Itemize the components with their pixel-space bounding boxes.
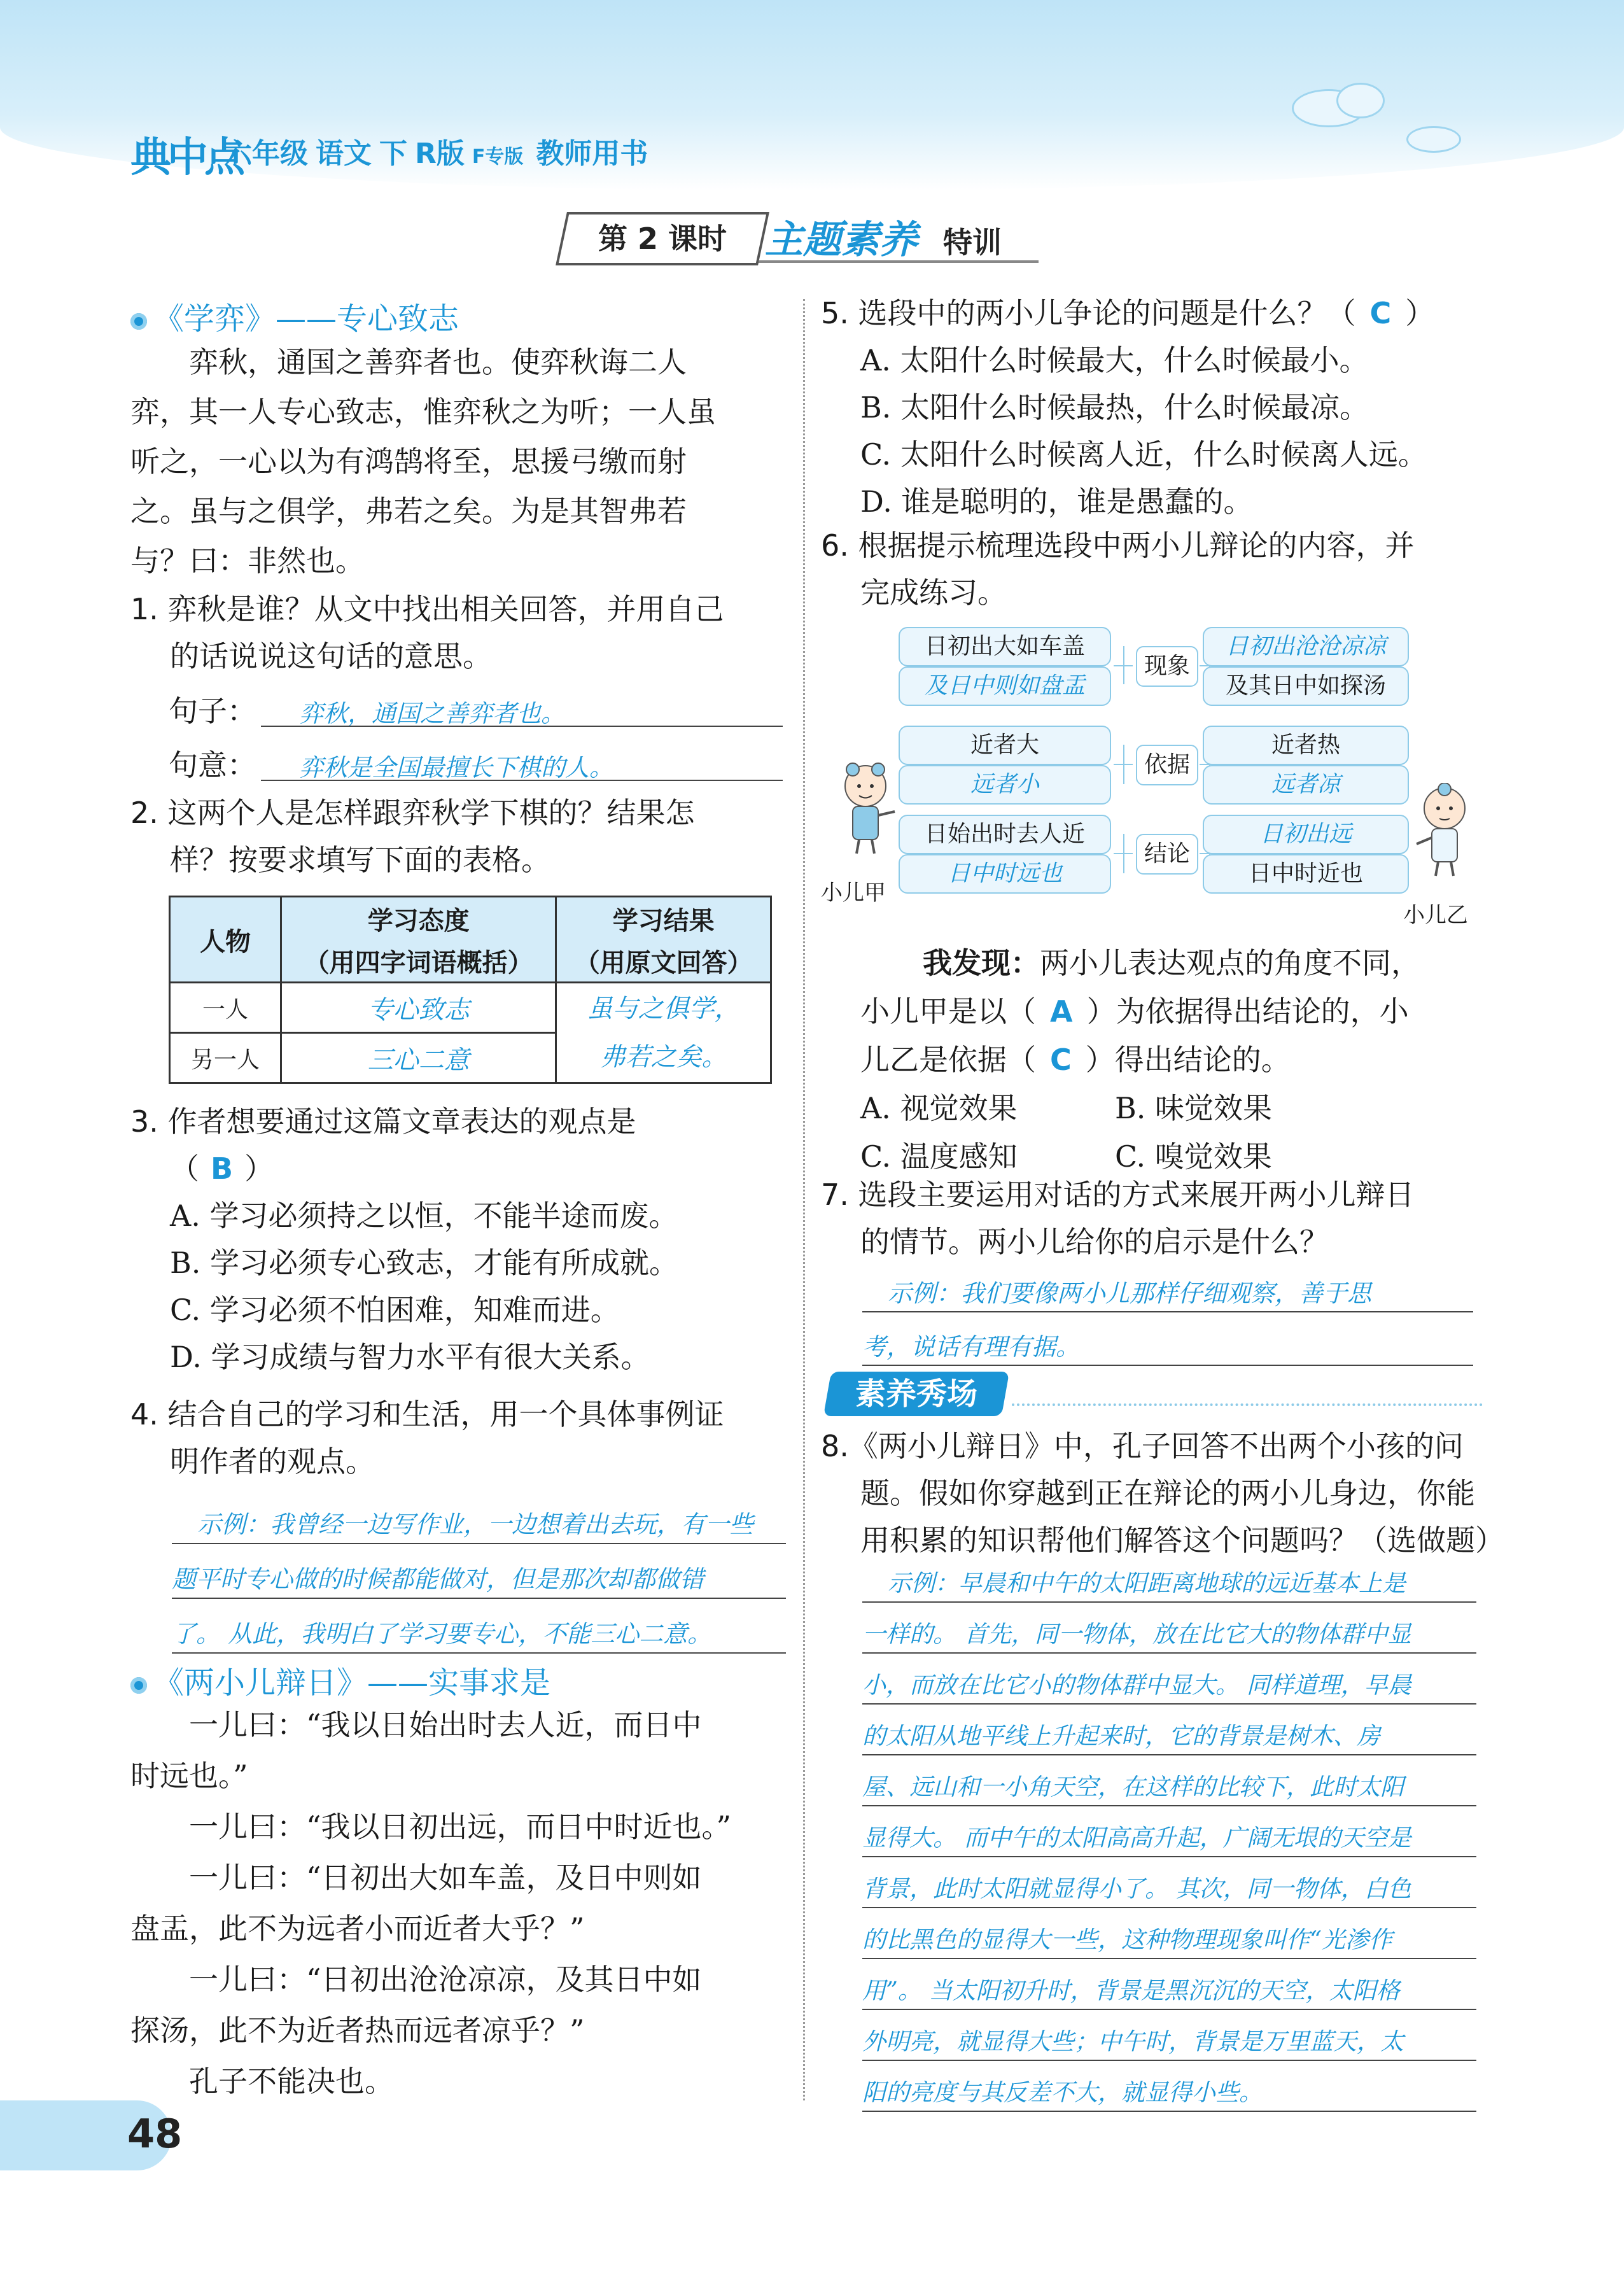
lesson-theme: 主题素养	[765, 218, 918, 262]
q6-answer-b: C	[1050, 1043, 1072, 1077]
cloud-icon	[1406, 126, 1461, 153]
section-title-xueyi: 《学弈》——专心致志	[130, 294, 459, 338]
cell-person: 一人	[170, 983, 281, 1033]
q1-sentence-answer: 弈秋，通国之善弈者也。	[299, 700, 566, 728]
answer-line	[862, 1754, 1476, 1755]
cell-person: 另一人	[170, 1033, 281, 1083]
answer-line	[261, 726, 783, 727]
answer-line	[261, 780, 783, 781]
book-type: 教师用书	[536, 137, 648, 170]
answer-line	[862, 2060, 1476, 2061]
brand-logo: 典中点	[130, 134, 241, 181]
label-conclusion: 结论	[1136, 834, 1198, 875]
q3-answer: B	[211, 1151, 234, 1186]
lesson-title	[561, 207, 1051, 264]
header-attitude-note: （用四字词语概括）	[281, 939, 556, 983]
q1-sentence-label: 句子：	[169, 694, 256, 728]
q1-meaning-label: 句意：	[169, 748, 256, 782]
boy-illustration	[834, 761, 897, 856]
answer-line	[862, 1856, 1476, 1857]
question-2: 2. 这两个人是怎样跟弈秋学下棋的？结果怎 样？按要求填写下面的表格。	[130, 796, 695, 877]
edition-note: F专版	[472, 146, 524, 168]
answer-line	[862, 2111, 1476, 2112]
question-7: 7. 选段主要运用对话的方式来展开两小儿辩日 的情节。两小儿给你的启示是什么？	[821, 1178, 1415, 1259]
q4-answer: 示例：我曾经一边写作业，一边想着出去玩，有一些 题平时专心做的时候都能做对，但是那次却都做错 了。 从此，我明白了学习要专心，不能三心二意。	[172, 1510, 754, 1648]
table-header-row	[170, 897, 771, 940]
basis-a1: 近者大	[899, 726, 1111, 765]
edition: R版	[415, 137, 465, 170]
cell-attitude: 专心致志	[281, 983, 556, 1033]
basis-a2: 远者小	[899, 765, 1111, 805]
lesson-number-box: 第 2 课时	[556, 212, 769, 265]
phenomenon-b1: 日初出沧沧凉凉	[1203, 627, 1409, 666]
table-row	[170, 983, 771, 1033]
page-number: 48	[127, 2111, 183, 2157]
answer-line	[172, 1543, 786, 1544]
learning-table	[169, 896, 772, 1084]
kid-a-label: 小儿甲	[821, 880, 886, 906]
answer-line	[862, 1311, 1473, 1312]
answer-line	[862, 1805, 1476, 1806]
term: 下	[379, 137, 407, 170]
column-divider	[803, 299, 805, 2100]
question-1: 1. 弈秋是谁？从文中找出相关回答，并用自己 的话说说这句话的意思。	[130, 592, 724, 673]
answer-line	[862, 1958, 1476, 1959]
boy-illustration	[1413, 783, 1476, 878]
book-info	[224, 130, 655, 171]
show-section-badge: 素养秀场	[823, 1372, 1009, 1416]
title-underline	[759, 260, 1039, 263]
basis-b1: 近者热	[1203, 726, 1409, 765]
passage-liangxiaoer: 一儿曰：“我以日始出时去人近，而日中 时远也。” 一儿曰：“我以日初出远，而日中时近也。” 一儿曰：“日初出大如车盖，及日中则如 盘盂，此不为远者小而近者大乎？” 一儿曰：“日初出沧沧凉凉，及其日中如 探汤，此不为近者热而远者凉乎？” 孔子不能决也。	[130, 1708, 732, 2099]
page-number-tab	[0, 2100, 183, 2170]
basis-b2: 远者凉	[1203, 765, 1409, 805]
question-6: 6. 根据提示梳理选段中两小儿辩论的内容，并 完成练习。	[821, 528, 1415, 610]
header-person: 人物	[170, 897, 281, 983]
question-3: 3. 作者想要通过这篇文章表达的观点是 （ B ） A. 学习必须持之以恒，不能半途而废。 B. 学习必须专心致志，才能有所成就。 C. 学习必须不怕困难，知难而进。 D. 学习成绩与智力水平有很大关系。	[130, 1104, 679, 1374]
label-basis: 依据	[1136, 745, 1198, 785]
conclusion-a1: 日始出时去人近	[899, 815, 1111, 854]
header-attitude: 学习态度	[281, 897, 556, 940]
header-result: 学习结果	[556, 897, 771, 940]
cloud-icon	[1336, 83, 1385, 118]
phenomenon-a1: 日初出大如车盖	[899, 627, 1111, 666]
debate-diagram	[821, 627, 1483, 928]
q5-answer: C	[1369, 296, 1392, 330]
header-result-note: （用原文回答）	[556, 939, 771, 983]
answer-line	[862, 1703, 1476, 1705]
conclusion-b2: 日中时近也	[1203, 854, 1409, 894]
question-4: 4. 结合自己的学习和生活，用一个具体事例证 明作者的观点。	[130, 1397, 724, 1479]
section-title-liangxiaoer: 《两小儿辩日》——实事求是	[130, 1658, 550, 1702]
answer-line	[862, 1365, 1473, 1366]
conclusion-a2: 日中时远也	[899, 854, 1111, 894]
answer-line	[172, 1598, 786, 1599]
section-bullet-icon	[130, 313, 147, 330]
section-bullet-icon	[130, 1677, 147, 1694]
badge-dotted-line	[1012, 1403, 1483, 1406]
question-5: 5. 选段中的两小儿争论的问题是什么？（ C ） A. 太阳什么时候最大，什么时候最小。 B. 太阳什么时候最热，什么时候最凉。 C. 太阳什么时候离人近，什么时候离人远。 D. 谁是聪明的，谁是愚蠢的。	[821, 296, 1435, 519]
answer-line	[862, 1601, 1476, 1603]
answer-line	[172, 1652, 786, 1654]
subject: 语文	[316, 137, 372, 170]
passage-xueyi: 弈秋，通国之善弈者也。使弈秋诲二人 弈，其一人专心致志，惟弈秋之为听；一人虽 听之，一心以为有鸿鹄将至，思援弓缴而射 之。虽与之俱学，弗若之矣。为是其智弗若 与？曰：非然也。	[130, 345, 716, 578]
cell-attitude: 三心二意	[281, 1033, 556, 1083]
kid-b-label: 小儿乙	[1403, 903, 1468, 928]
phenomenon-b2: 及其日中如探汤	[1203, 666, 1409, 706]
phenomenon-a2: 及日中则如盘盂	[899, 666, 1111, 706]
question-8: 8.《两小儿辩日》中，孔子回答不出两个小孩的问 题。假如你穿越到正在辩论的两小儿身边，你能 用积累的知识帮他们解答这个问题吗？（选做题）	[821, 1429, 1504, 1557]
answer-line	[862, 1907, 1476, 1908]
q1-meaning-answer: 弈秋是全国最擅长下棋的人。	[299, 754, 614, 782]
cell-result: 虽与之俱学， 弗若之矣。	[556, 983, 771, 1083]
label-phenomenon: 现象	[1136, 646, 1198, 687]
answer-line	[862, 1652, 1476, 1654]
grade: 六年级	[224, 137, 308, 170]
lesson-suffix: 特训	[943, 225, 1002, 260]
answer-line	[862, 2009, 1476, 2010]
conclusion-b1: 日初出远	[1203, 815, 1409, 854]
q6-answer-a: A	[1050, 994, 1073, 1029]
q7-answer: 示例：我们要像两小儿那样仔细观察，善于思 考，说话有理有据。	[862, 1279, 1372, 1361]
q8-answer: 示例：早晨和中午的太阳距离地球的远近基本上是 一样的。 首先，同一物体，放在比它大的物体群中显 小，而放在比它小的物体群中显大。 同样道理，早晨 的太阳从地平线上升起来时，它的背景是树木、房 屋、远山和一小角天空，在这样的比较下，此时太阳 显得大。 而中午的太阳高高升起，广阔无垠的天空是 背景，此时太阳就显得小了。 其次，同一物体，白色 的比黑色的显得大一些，这种物理现象叫作“光渗作 用”。 当太阳初升时，背景是黑沉沉的天空，太阳格 外明亮，就显得大些；中午时，背景是万里蓝天，太 阳的亮度与其反差不大，就显得小些。	[862, 1570, 1411, 2106]
q6-finding: 我发现：两小儿表达观点的角度不同， 小儿甲是以（ A ）为依据得出结论的，小 儿乙是依据（ C ）得出结论的。 A. 视觉效果 B. 味觉效果 C. 温度感知 C. 嗅觉效果	[860, 946, 1420, 1174]
